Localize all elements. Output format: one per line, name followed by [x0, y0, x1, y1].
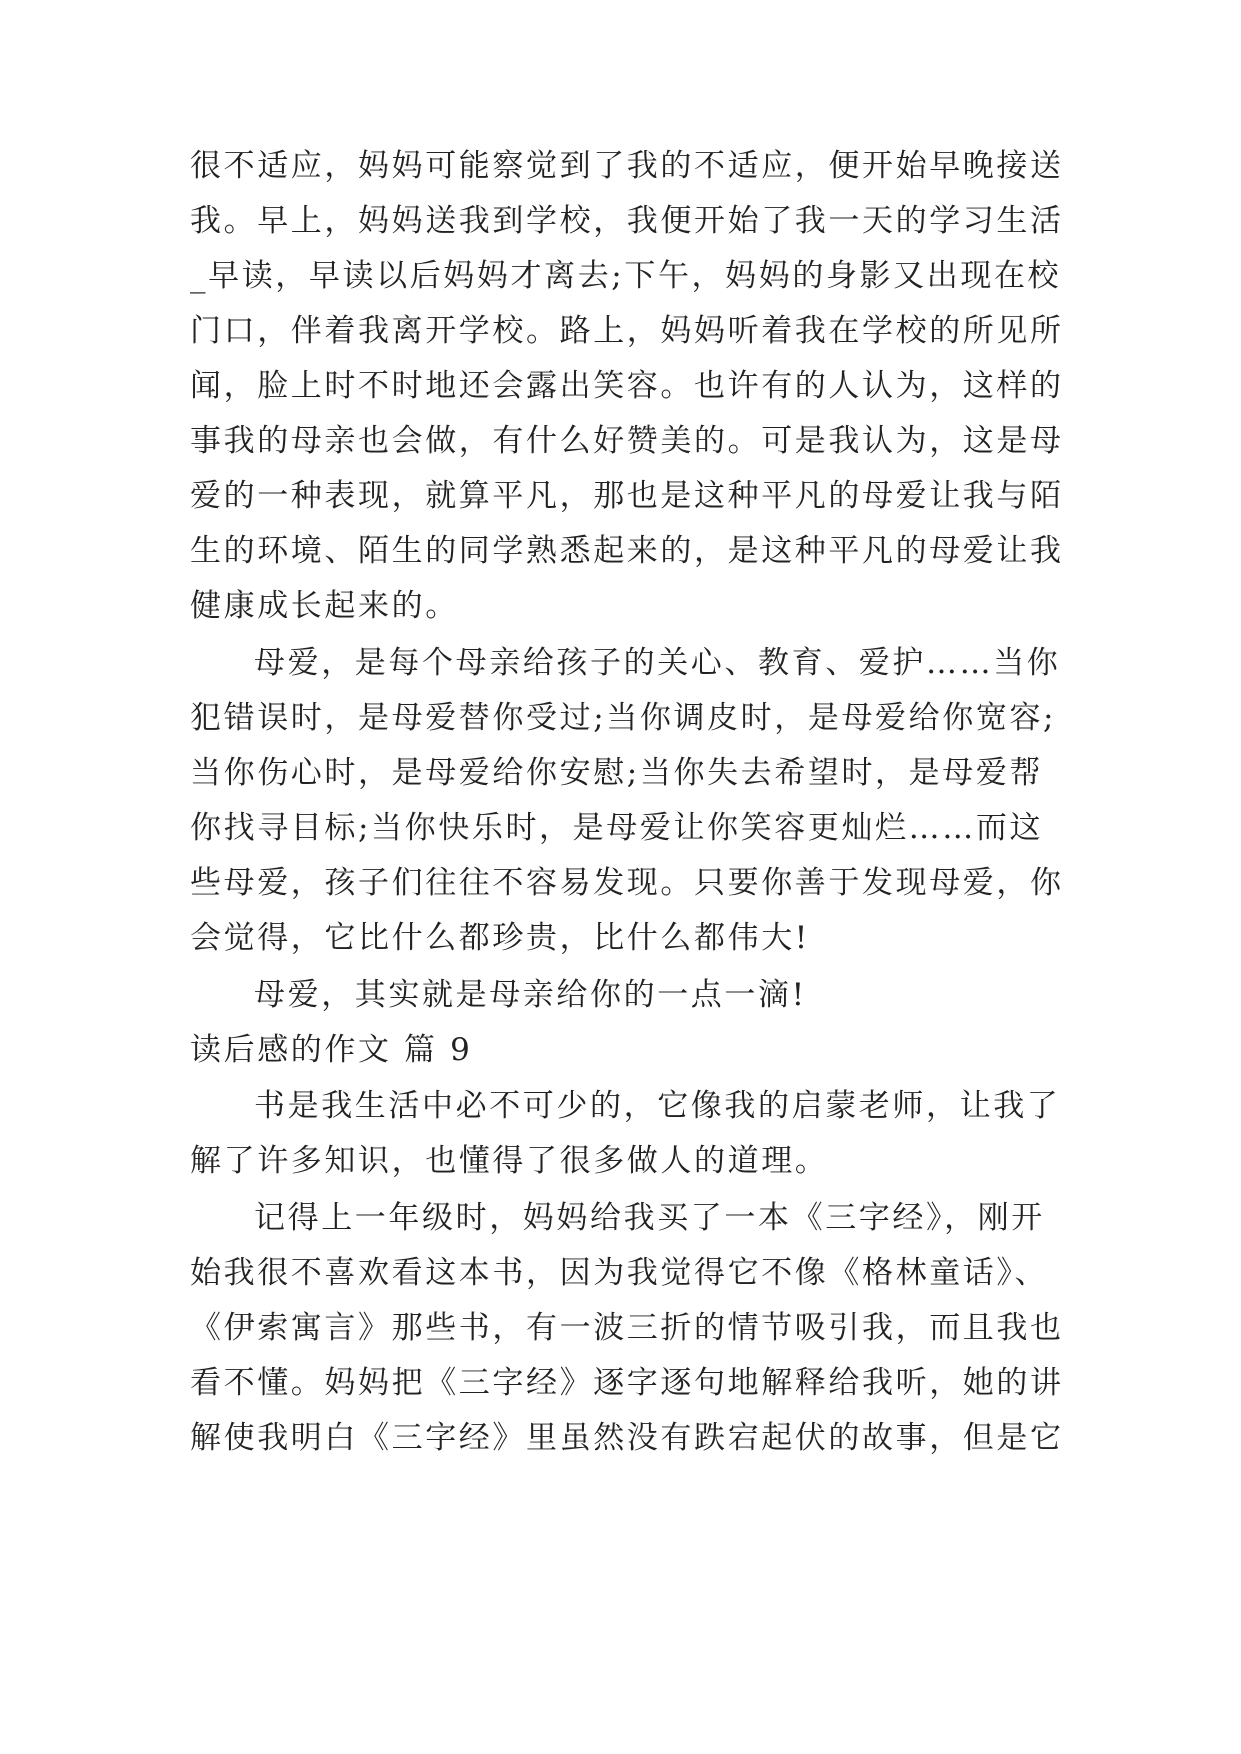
- paragraph-first-line: 记得上一年级时，妈妈给我买了一本《三字经》，刚开: [254, 1200, 1045, 1236]
- paragraph-first-line: 书是我生活中必不可少的，它像我的启蒙老师，让我了: [254, 1088, 1061, 1124]
- text-line: 犯错误时，是母爱替你受过;当你调皮时，是母爱给你宽容;: [190, 700, 1057, 736]
- text-line: 当你伤心时，是母爱给你安慰;当你失去希望时，是母爱帮: [190, 755, 1044, 791]
- paragraph-first-line: 母爱，其实就是母亲给你的一点一滴!: [254, 977, 807, 1013]
- paragraph-first-line: 母爱，是每个母亲给孩子的关心、教育、爱护……当你: [254, 645, 1061, 681]
- text-line: 闻，脸上时不时地还会露出笑容。也许有的人认为，这样的: [190, 368, 1064, 404]
- text-line: 很不适应，妈妈可能察觉到了我的不适应，便开始早晚接送: [190, 148, 1064, 184]
- text-line: 看不懂。妈妈把《三字经》逐字逐句地解释给我听，她的讲: [190, 1365, 1064, 1401]
- text-line: 门口，伴着我离开学校。路上，妈妈听着我在学校的所见所: [190, 313, 1064, 349]
- text-line: 你找寻目标;当你快乐时，是母爱让你笑容更灿烂……而这: [190, 810, 1044, 846]
- text-line: 解了许多知识，也懂得了很多做人的道理。: [190, 1143, 829, 1179]
- text-line: 事我的母亲也会做，有什么好赞美的。可是我认为，这是母: [190, 423, 1064, 459]
- text-line: 生的环境、陌生的同学熟悉起来的，是这种平凡的母爱让我: [190, 533, 1064, 569]
- text-line: _早读，早读以后妈妈才离去;下午，妈妈的身影又出现在校: [190, 258, 1062, 294]
- text-line: 爱的一种表现，就算平凡，那也是这种平凡的母爱让我与陌: [190, 478, 1064, 514]
- text-line: 《伊索寓言》那些书，有一波三折的情节吸引我，而且我也: [190, 1310, 1064, 1346]
- text-line: 始我很不喜欢看这本书，因为我觉得它不像《格林童话》、: [190, 1255, 1049, 1291]
- section-heading: 读后感的作文 篇 9: [190, 1032, 473, 1068]
- text-line: 会觉得，它比什么都珍贵，比什么都伟大!: [190, 920, 810, 956]
- text-line: 些母爱，孩子们往往不容易发现。只要你善于发现母爱，你: [190, 865, 1064, 901]
- text-line: 我。早上，妈妈送我到学校，我便开始了我一天的学习生活: [190, 203, 1064, 239]
- text-line: 解使我明白《三字经》里虽然没有跌宕起伏的故事，但是它: [190, 1420, 1064, 1456]
- text-line: 健康成长起来的。: [190, 588, 459, 624]
